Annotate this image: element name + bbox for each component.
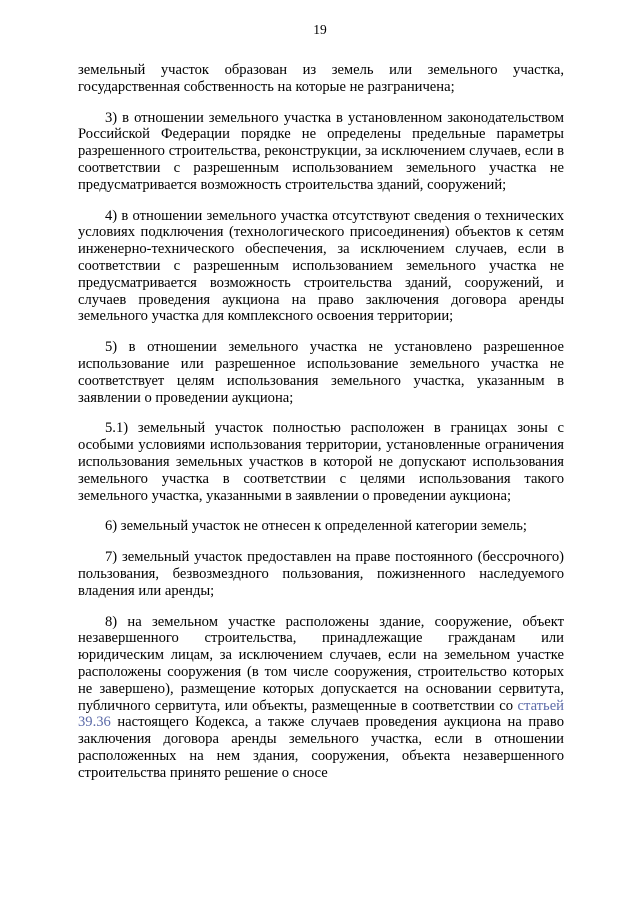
- page-number: 19: [313, 22, 327, 37]
- paragraph-item-7: 7) земельный участок предоставлен на праве постоянного (бессрочного) пользования, безвозмездного пользования, пожизненного наследуемого владения или аренды;: [78, 549, 564, 599]
- paragraph-item-3: 3) в отношении земельного участка в установленном законодательством Российской Федерации порядке не определены предельные параметры разрешенного строительства, реконструкции, за исключением случаев, если в соответствии с разрешенным использованием земельного участка не предусматривается возможность строительства зданий, сооружений;: [78, 109, 564, 193]
- paragraph-item-6: 6) земельный участок не отнесен к определенной категории земель;: [105, 518, 527, 535]
- paragraph-item-5: 5) в отношении земельного участка не установлено разрешенное использование или разрешенное использование земельного участка не соответствует целям использования земельного участка, указанным в заявлении о проведении аукциона;: [78, 339, 564, 406]
- paragraph-item-4: 4) в отношении земельного участка отсутствуют сведения о технических условиях подключения (технологического присоединения) объектов к сетям инженерно-технического обеспечения, за исключением случаев, если в соответствии с разрешенным использованием земельного участка не предусматривается возможность строительства зданий, сооружений, и случаев проведения аукциона на право заключения договора аренды земельного участка для комплексного освоения территории;: [78, 207, 564, 325]
- paragraph-item-5-1: 5.1) земельный участок полностью расположен в границах зоны с особыми условиями использования территории, установленные ограничения использования земельных участков в которой не допускают использования земельного участка в соответствии с целями использования такого земельного участка, указанными в заявлении о проведении аукциона;: [78, 420, 564, 504]
- paragraph-continuation: земельный участок образован из земель или земельного участка, государственная собственность на которые не разграничена;: [78, 62, 564, 95]
- paragraph-item-8-text-before: 8) на земельном участке расположены здание, сооружение, объект незавершенного строительства, принадлежащие гражданам или юридическим лицам, за исключением случаев, если на земельном участке расположены сооружения (в том числе сооружения, строительство которых не завершено), размещение которых допускается на основании сервитута, публичного сервитута, или объекты, размещенные в соответствии со: [78, 613, 564, 714]
- article-39-36-link[interactable]: статьей 39.36: [78, 697, 564, 731]
- paragraph-item-8: [78, 614, 564, 782]
- paragraph-item-8-text-after: настоящего Кодекса, а также случаев проведения аукциона на право заключения договора аренды земельного участка, если в отношении расположенных на нем здания, сооружения, объекта незавершенного строительства принято решение о сносе: [78, 714, 564, 781]
- page-content: [78, 62, 564, 795]
